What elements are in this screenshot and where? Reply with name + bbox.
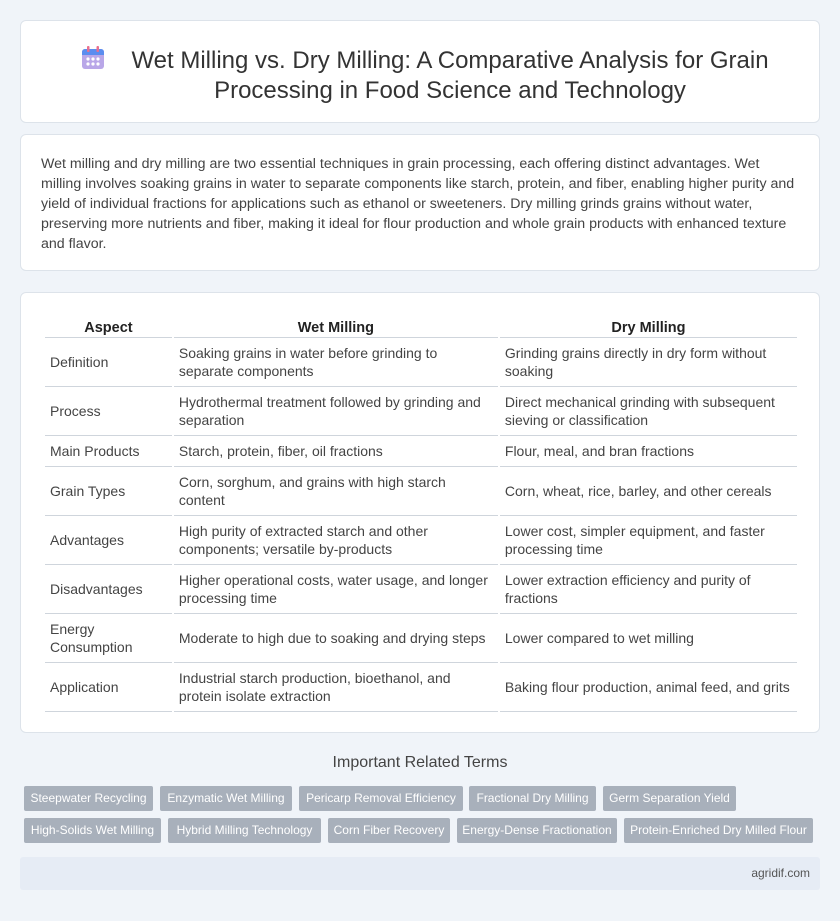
table-row	[45, 614, 797, 663]
row-wet-milling: Starch, protein, fiber, oil fractions	[174, 436, 498, 467]
intro-card	[20, 134, 820, 271]
related-term-tag[interactable]: Protein-Enriched Dry Milled Flour	[624, 818, 813, 843]
site-link[interactable]: agridif.com	[751, 866, 810, 880]
row-wet-milling: Corn, sorghum, and grains with high starch content	[174, 467, 498, 516]
table-row	[45, 387, 797, 436]
related-term-tag[interactable]: Corn Fiber Recovery	[328, 818, 450, 843]
row-wet-milling: Moderate to high due to soaking and drying steps	[174, 614, 498, 663]
row-wet-milling: Higher operational costs, water usage, and longer processing time	[174, 565, 498, 614]
row-wet-milling: Hydrothermal treatment followed by grinding and separation	[174, 387, 498, 436]
intro-paragraph: Wet milling and dry milling are two essential techniques in grain processing, each offering distinct advantages. Wet milling involves soaking grains in water to separate components like starch, protein, and fiber, enabling higher purity and yield of individual fractions for applications such as ethanol or sweeteners. Dry milling grinds grains without water, preserving more nutrients and fiber, making it ideal for flour production and whole grain products with enhanced texture and flavor.	[41, 156, 795, 252]
table-row	[45, 436, 797, 467]
title-card	[20, 20, 820, 123]
row-dry-milling: Flour, meal, and bran fractions	[500, 436, 797, 467]
row-dry-milling: Lower cost, simpler equipment, and faster processing time	[500, 516, 797, 565]
footer	[20, 857, 820, 890]
related-term-tag[interactable]: Fractional Dry Milling	[469, 786, 596, 811]
related-term-tag[interactable]: Steepwater Recycling	[24, 786, 153, 811]
row-aspect: Advantages	[45, 516, 172, 565]
column-header-dry-milling: Dry Milling	[500, 314, 797, 338]
related-term-tag[interactable]: Germ Separation Yield	[603, 786, 736, 811]
row-aspect: Main Products	[45, 436, 172, 467]
row-aspect: Process	[45, 387, 172, 436]
comparison-table	[43, 314, 799, 712]
related-term-tag[interactable]: Hybrid Milling Technology	[168, 818, 321, 843]
page-title: Wet Milling vs. Dry Milling: A Comparative Analysis for Grain Processing in Food Science and Technology	[131, 47, 769, 104]
row-wet-milling: Soaking grains in water before grinding to separate components	[174, 338, 498, 387]
column-header-wet-milling: Wet Milling	[174, 314, 498, 338]
row-aspect: Grain Types	[45, 467, 172, 516]
calendar-icon	[80, 45, 106, 71]
row-dry-milling: Baking flour production, animal feed, and grits	[500, 663, 797, 712]
table-row	[45, 516, 797, 565]
table-row	[45, 663, 797, 712]
comparison-table-card	[20, 292, 820, 733]
row-aspect: Energy Consumption	[45, 614, 172, 663]
table-row	[45, 565, 797, 614]
related-term-tag[interactable]: Enzymatic Wet Milling	[160, 786, 292, 811]
row-aspect: Definition	[45, 338, 172, 387]
related-term-tag[interactable]: Energy-Dense Fractionation	[457, 818, 617, 843]
row-wet-milling: High purity of extracted starch and other components; versatile by-products	[174, 516, 498, 565]
table-row	[45, 467, 797, 516]
row-dry-milling: Lower compared to wet milling	[500, 614, 797, 663]
row-aspect: Application	[45, 663, 172, 712]
row-dry-milling: Corn, wheat, rice, barley, and other cereals	[500, 467, 797, 516]
column-header-aspect: Aspect	[45, 314, 172, 338]
row-dry-milling: Grinding grains directly in dry form without soaking	[500, 338, 797, 387]
related-term-tag[interactable]: High-Solids Wet Milling	[24, 818, 161, 843]
row-dry-milling: Lower extraction efficiency and purity of fractions	[500, 565, 797, 614]
related-terms-heading: Important Related Terms	[332, 754, 508, 771]
row-aspect: Disadvantages	[45, 565, 172, 614]
row-wet-milling: Industrial starch production, bioethanol, and protein isolate extraction	[174, 663, 498, 712]
table-row	[45, 338, 797, 387]
row-dry-milling: Direct mechanical grinding with subsequent sieving or classification	[500, 387, 797, 436]
related-term-tag[interactable]: Pericarp Removal Efficiency	[299, 786, 463, 811]
